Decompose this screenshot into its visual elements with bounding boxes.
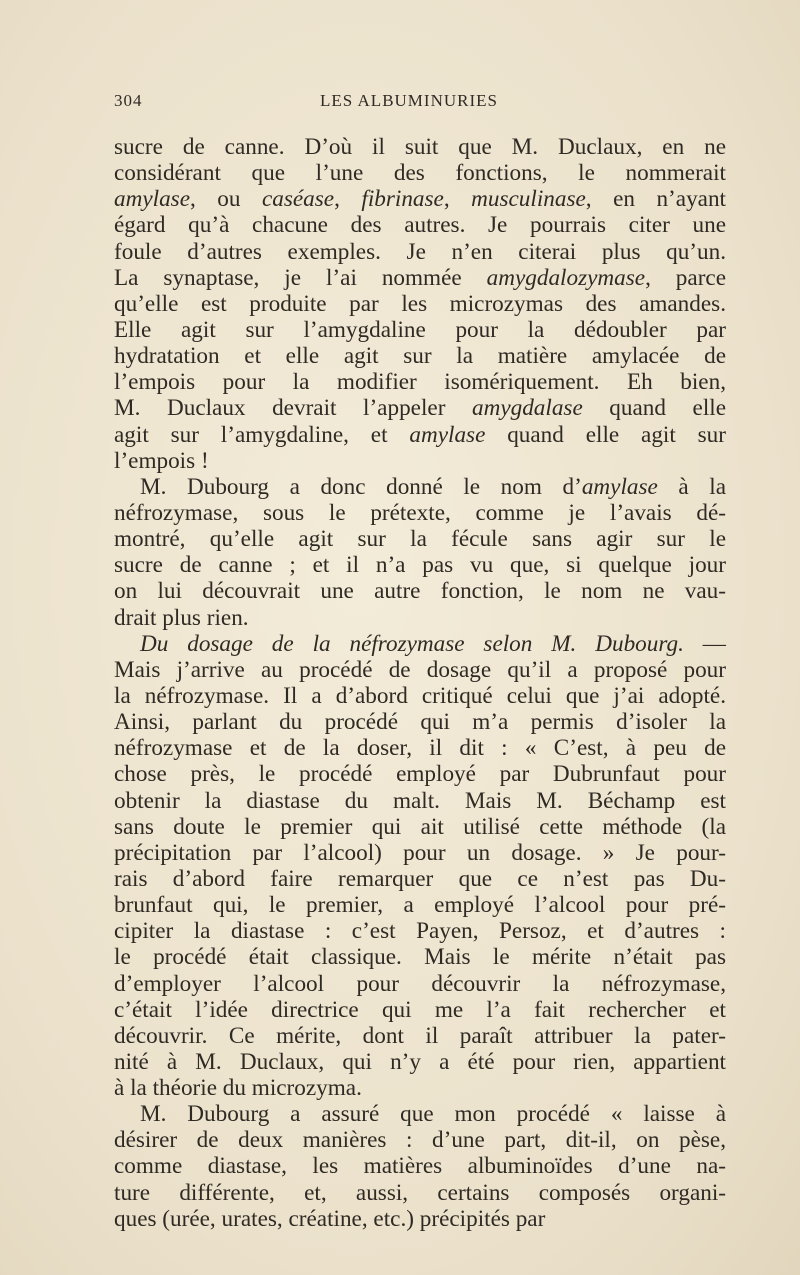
text-line: désirer de deux manières : d’une part, dit-il, on pèse, (114, 1127, 726, 1154)
text-line: ques (urée, urates, créatine, etc.) précipités par (114, 1205, 546, 1232)
text-line: agit sur l’amygdaline, et amylase quand elle agit sur (114, 421, 726, 448)
text-line: l’empois ! (114, 447, 209, 474)
text-line: ture différente, et, aussi, certains composés organi- (114, 1179, 726, 1206)
running-head (114, 91, 726, 115)
text-line: sucre de canne ; et il n’a pas vu que, si quelque jour (114, 552, 726, 579)
page-number: 304 (114, 91, 143, 110)
text-line: M. Duclaux devrait l’appeler amygdalase quand elle (114, 395, 727, 422)
text-line: comme diastase, les matières albuminoïdes d’une na- (114, 1153, 726, 1180)
text-line: montré, qu’elle agit sur la fécule sans agir sur le (114, 526, 726, 553)
text-line: la néfrozymase. Il a d’abord critiqué celui que j’ai adopté. (114, 682, 726, 709)
text-line: le procédé était classique. Mais le mérite n’était pas (114, 944, 726, 971)
body-text (114, 134, 726, 1232)
text-line: foule d’autres exemples. Je n’en citerai plus qu’un. (114, 238, 726, 265)
text-line: rais d’abord faire remarquer que ce n’est pas Du- (114, 865, 726, 892)
text-line: drait plus rien. (114, 604, 249, 631)
text-line: brunfaut qui, le premier, a employé l’alcool pour pré- (114, 892, 726, 919)
text-line: M. Dubourg a donc donné le nom d’amylase à la (140, 473, 726, 500)
text-line: chose près, le procédé employé par Dubrunfaut pour (114, 761, 726, 788)
text-line: d’employer l’alcool pour découvrir la néfrozymase, (114, 970, 726, 997)
text-line: Elle agit sur l’amygdaline pour la dédoubler par (114, 316, 726, 343)
text-line: on lui découvrait une autre fonction, le nom ne vau- (114, 578, 726, 605)
text-line: égard qu’à chacune des autres. Je pourrais citer une (114, 212, 726, 239)
text-line: Ainsi, parlant du procédé qui m’a permis d’isoler la (114, 709, 726, 736)
text-line: considérant que l’une des fonctions, le nommerait (114, 160, 726, 187)
text-line: cipiter la diastase : c’est Payen, Persoz, et d’autres : (114, 918, 726, 945)
text-line: nité à M. Duclaux, qui n’y a été pour rien, appartient (114, 1048, 726, 1075)
text-line: sans doute le premier qui ait utilisé cette méthode (la (114, 813, 726, 840)
text-line: La synaptase, je l’ai nommée amygdalozymase, parce (114, 264, 727, 291)
text-line: néfrozymase, sous le prétexte, comme je l’avais dé- (114, 499, 726, 526)
text-line: découvrir. Ce mérite, dont il paraît attribuer la pater- (114, 1022, 726, 1049)
text-line: l’empois pour la modifier isomériquement. Eh bien, (114, 369, 726, 396)
running-title: LES ALBUMINURIES (320, 91, 498, 110)
text-line: sucre de canne. D’où il suit que M. Duclaux, en ne (114, 134, 726, 160)
text-line: c’était l’idée directrice qui me l’a fait rechercher et (114, 996, 726, 1023)
text-line: obtenir la diastase du malt. Mais M. Béchamp est (114, 787, 726, 814)
text-line: à la théorie du microzyma. (114, 1075, 362, 1102)
text-line: Mais j’arrive au procédé de dosage qu’il a proposé pour (114, 656, 726, 683)
text-line: précipitation par l’alcool) pour un dosage. » Je pour- (114, 839, 726, 866)
text-line: hydratation et elle agit sur la matière amylacée de (114, 343, 726, 370)
text-line: amylase, ou caséase, fibrinase, musculinase, en n’ayant (114, 186, 726, 213)
text-line: M. Dubourg a assuré que mon procédé « laisse à (140, 1101, 726, 1128)
text-line: Du dosage de la néfrozymase selon M. Dubourg. — (140, 630, 726, 657)
text-line: qu’elle est produite par les microzymas des amandes. (114, 290, 726, 317)
text-line: néfrozymase et de la doser, il dit : « C’est, à peu de (114, 735, 726, 762)
